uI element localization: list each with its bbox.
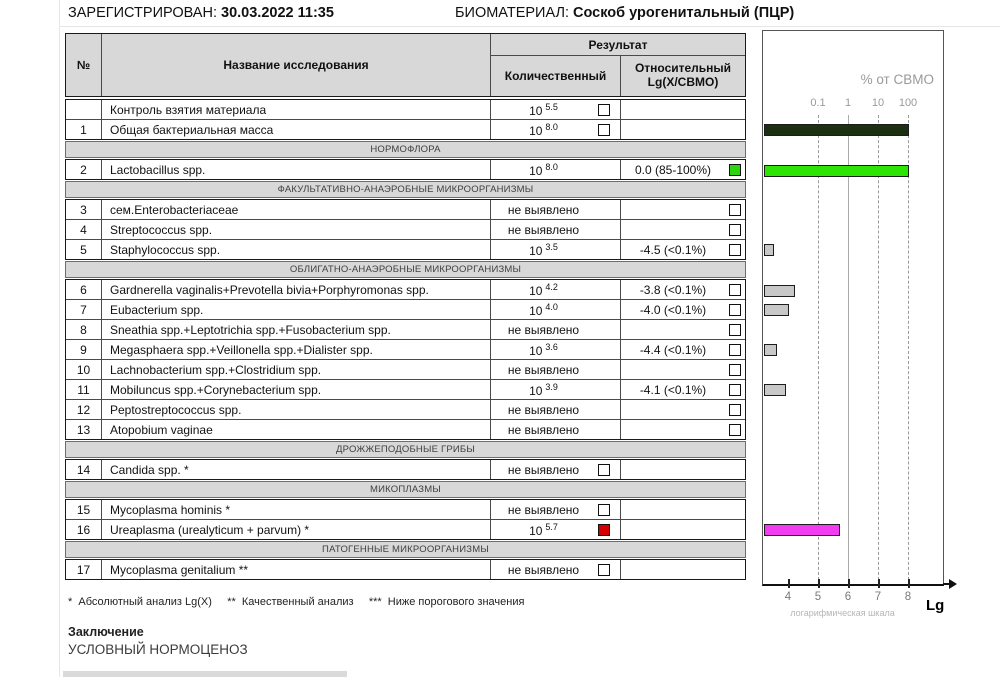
cutoff-element-edge [63,671,347,677]
test-name: Candida spp. * [102,460,491,479]
result-checkbox [598,564,610,576]
quantitative-result [491,320,621,339]
relative-value: -4.1 (<0.1%) [639,382,707,397]
table-block [65,279,746,440]
quantitative-result [491,360,621,379]
relative-value: -4.0 (<0.1%) [639,302,707,317]
biomaterial-header [455,5,794,21]
axis-tick [908,579,910,588]
table-row [66,119,745,139]
result-checkbox [729,424,741,436]
table-row [66,460,745,479]
table-row [66,219,745,239]
row-number: 15 [66,500,102,519]
table-row [66,160,745,179]
table-row [66,100,745,119]
section-header: ДРОЖЖЕПОДОБНЫЕ ГРИБЫ [65,441,746,458]
gridline [878,115,879,585]
not-detected-text: не выявлено [507,422,580,437]
table-row [66,359,745,379]
chart-bar [764,244,774,256]
relative-result [621,420,745,439]
chart-bar [764,344,777,356]
conclusion-label: Заключение [68,625,144,639]
lg-scale-tick: 8 [904,591,912,603]
registered-label: ЗАРЕГИСТРИРОВАН: [68,5,217,21]
quantitative-result [491,420,621,439]
result-checkbox [729,344,741,356]
test-name: Общая бактериальная масса [102,120,491,139]
section-header: МИКОПЛАЗМЫ [65,481,746,498]
quantitative-result [491,200,621,219]
row-number: 11 [66,380,102,399]
gridline [848,115,849,585]
chart-bar [764,384,786,396]
relative-result [621,100,745,119]
table-row [66,280,745,299]
relative-result [621,320,745,339]
chart-bar [764,165,909,177]
table-row [66,399,745,419]
quantitative-result [491,560,621,579]
relative-result [621,300,745,319]
not-detected-text: не выявлено [507,202,580,217]
table-block [65,559,746,580]
row-number: 2 [66,160,102,179]
column-header-test-name: Название исследования [102,34,491,96]
chart-title: % от СВМО [860,72,934,87]
column-header-number: № [66,34,102,96]
results-table [65,33,746,580]
result-checkbox [598,104,610,116]
percent-scale-tick: 10 [871,97,885,109]
not-detected-text: не выявлено [507,502,580,517]
biomaterial-label: БИОМАТЕРИАЛ: [455,5,569,21]
test-name: Streptococcus spp. [102,220,491,239]
power-of-ten-value: 10 $^{8.0}$ [529,161,558,178]
log-scale-label: логарифмическая шкала [790,608,895,618]
lg-scale-tick: 7 [874,591,882,603]
row-number: 13 [66,420,102,439]
axis-tick [818,579,820,588]
quantitative-result [491,220,621,239]
section-header: ФАКУЛЬТАТИВНО-АНАЭРОБНЫЕ МИКРООРГАНИЗМЫ [65,181,746,198]
power-of-ten-value: 10 $^{3.9}$ [529,381,558,398]
relative-result [621,520,745,539]
chart-bar [764,285,795,297]
page-edge-vertical [59,0,60,677]
power-of-ten-value: 10 $^{4.2}$ [529,281,558,298]
test-name: Mycoplasma genitalium ** [102,560,491,579]
not-detected-text: не выявлено [507,562,580,577]
not-detected-text: не выявлено [507,402,580,417]
quantitative-result [491,500,621,519]
relative-result [621,220,745,239]
result-checkbox [729,364,741,376]
row-number: 1 [66,120,102,139]
relative-result [621,160,745,179]
row-number: 6 [66,280,102,299]
relative-result [621,280,745,299]
relative-result [621,460,745,479]
section-header: НОРМОФЛОРА [65,141,746,158]
column-header-result: Результат [491,34,745,56]
chart-plot-area [762,30,944,586]
table-row [66,419,745,439]
table-row [66,519,745,539]
test-name: Megasphaera spp.+Veillonella spp.+Dialister spp. [102,340,491,359]
relative-result [621,200,745,219]
relative-value: 0.0 (85-100%) [634,162,712,177]
result-checkbox [729,204,741,216]
row-number [66,100,102,119]
relative-value: -4.5 (<0.1%) [639,242,707,257]
chart-bar [764,524,840,536]
quantitative-result [491,400,621,419]
quantitative-result [491,100,621,119]
row-number: 9 [66,340,102,359]
result-checkbox [598,464,610,476]
axis-tick [788,579,790,588]
table-body [65,99,746,580]
table-block [65,99,746,140]
table-block [65,159,746,180]
quantitative-result [491,340,621,359]
result-checkbox [729,164,741,176]
result-checkbox [598,504,610,516]
registered-header [68,5,334,21]
row-number: 5 [66,240,102,259]
not-detected-text: не выявлено [507,322,580,337]
result-checkbox [598,524,610,536]
result-chart [762,30,944,675]
table-row [66,500,745,519]
not-detected-text: не выявлено [507,462,580,477]
relative-value: -3.8 (<0.1%) [639,282,707,297]
test-name: Eubacterium spp. [102,300,491,319]
quantitative-result [491,240,621,259]
result-checkbox [729,244,741,256]
quantitative-result [491,300,621,319]
relative-result [621,560,745,579]
row-number: 4 [66,220,102,239]
axis-tick [878,579,880,588]
power-of-ten-value: 10 $^{3.5}$ [529,241,558,258]
result-checkbox [729,384,741,396]
row-number: 8 [66,320,102,339]
quantitative-result [491,160,621,179]
test-name: Gardnerella vaginalis+Prevotella bivia+Porphyromonas spp. [102,280,491,299]
relative-result [621,360,745,379]
percent-scale-tick: 0.1 [810,97,826,109]
test-name: Mobiluncus spp.+Corynebacterium spp. [102,380,491,399]
lg-scale-tick: 6 [844,591,852,603]
row-number: 17 [66,560,102,579]
row-number: 10 [66,360,102,379]
column-header-result-group [491,34,745,96]
quantitative-result [491,120,621,139]
table-header [65,33,746,97]
test-name: Lachnobacterium spp.+Clostridium spp. [102,360,491,379]
not-detected-text: не выявлено [507,222,580,237]
relative-result [621,340,745,359]
power-of-ten-value: 10 $^{4.0}$ [529,301,558,318]
chart-bar [764,124,909,136]
quantitative-result [491,460,621,479]
relative-result [621,240,745,259]
relative-result [621,400,745,419]
column-header-relative: Относительный Lg(X/СВМО) [634,61,732,89]
biomaterial-value: Соскоб урогенитальный (ПЦР) [573,5,795,21]
lg-axis-label: Lg [926,597,945,614]
registered-value: 30.03.2022 11:35 [221,5,334,21]
relative-result [621,500,745,519]
result-checkbox [729,284,741,296]
footnote: * Абсолютный анализ Lg(X) ** Качественный анализ *** Ниже порогового значения [68,596,525,608]
row-number: 16 [66,520,102,539]
section-header: ОБЛИГАТНО-АНАЭРОБНЫЕ МИКРООРГАНИЗМЫ [65,261,746,278]
test-name: Ureaplasma (urealyticum + parvum) * [102,520,491,539]
not-detected-text: не выявлено [507,362,580,377]
relative-value: -4.4 (<0.1%) [639,342,707,357]
lg-scale-tick: 4 [784,591,792,603]
power-of-ten-value: 10 $^{5.7}$ [529,521,558,538]
percent-scale-tick: 1 [844,97,852,109]
test-name: Mycoplasma hominis * [102,500,491,519]
axis-arrow-icon [949,579,957,589]
result-checkbox [729,404,741,416]
test-name: Контроль взятия материала [102,100,491,119]
lg-scale-tick: 5 [814,591,822,603]
result-checkbox [729,304,741,316]
axis-tick [848,579,850,588]
test-name: Peptostreptococcus spp. [102,400,491,419]
gridline [908,115,909,585]
quantitative-result [491,380,621,399]
relative-result [621,120,745,139]
test-name: Lactobacillus spp. [102,160,491,179]
table-row [66,339,745,359]
percent-scale-tick: 100 [898,97,918,109]
test-name: Sneathia spp.+Leptotrichia spp.+Fusobacterium spp. [102,320,491,339]
chart-bar [764,304,789,316]
test-name: сем.Enterobacteriaceae [102,200,491,219]
table-row [66,299,745,319]
table-row [66,319,745,339]
result-checkbox [729,324,741,336]
table-row [66,379,745,399]
result-checkbox [729,224,741,236]
relative-result [621,380,745,399]
result-checkbox [598,124,610,136]
header-divider [59,26,1000,27]
power-of-ten-value: 10 $^{5.5}$ [529,101,558,118]
section-header: ПАТОГЕННЫЕ МИКРООРГАНИЗМЫ [65,541,746,558]
table-block [65,199,746,260]
table-row [66,560,745,579]
row-number: 14 [66,460,102,479]
table-row [66,239,745,259]
table-row [66,200,745,219]
row-number: 7 [66,300,102,319]
power-of-ten-value: 10 $^{8.0}$ [529,121,558,138]
power-of-ten-value: 10 $^{3.6}$ [529,341,558,358]
test-name: Atopobium vaginae [102,420,491,439]
row-number: 12 [66,400,102,419]
row-number: 3 [66,200,102,219]
quantitative-result [491,520,621,539]
conclusion-value: УСЛОВНЫЙ НОРМОЦЕНОЗ [68,642,248,657]
column-header-quantitative: Количественный [491,56,621,96]
table-block [65,459,746,480]
table-block [65,499,746,540]
test-name: Staphylococcus spp. [102,240,491,259]
quantitative-result [491,280,621,299]
gridline [818,115,819,585]
